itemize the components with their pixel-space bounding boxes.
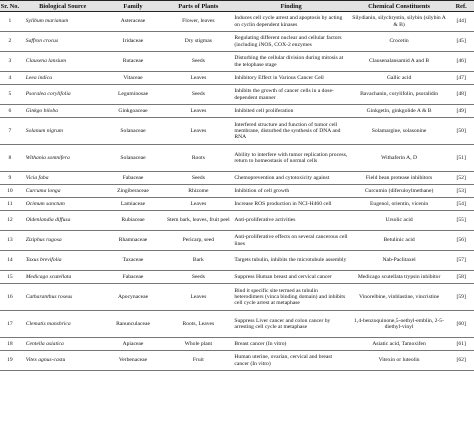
row-finding: Inhibition of cell growth [232, 185, 349, 198]
row-parts-of-plants: Seeds [164, 52, 232, 72]
row-family: Solanaceae [102, 118, 165, 145]
row-biological-source: Leea indica [24, 72, 102, 85]
header-ref: Ref. [448, 1, 474, 12]
row-ref: [46] [448, 52, 474, 72]
row-ref: [52] [448, 172, 474, 185]
row-ref: [61] [448, 338, 474, 351]
row-chemical-constituents: 1,4-benzoquinone,5-oethyl-emblin, 2-5-diethyl-vinyl [350, 311, 448, 338]
row-ref: [44] [448, 12, 474, 32]
row-finding: Regulating different nuclear and cellular factors (including iNOS, COX-2 enzymes [232, 32, 349, 52]
row-chemical-constituents: Bavachanin, corylifolin, psoralidin [350, 85, 448, 105]
row-family: Rutaceae [102, 52, 165, 72]
row-family: Rubiaceae [102, 211, 165, 231]
row-parts-of-plants: Fruit [164, 351, 232, 371]
row-parts-of-plants: Bark [164, 251, 232, 271]
row-chemical-constituents: Curcumin (diferuloylmethane) [350, 185, 448, 198]
row-sr-no: 19 [0, 351, 24, 371]
row-family: Lamiaceae [102, 198, 165, 211]
row-sr-no: 3 [0, 52, 24, 72]
row-parts-of-plants: Rhizome [164, 185, 232, 198]
row-parts-of-plants: Seeds [164, 172, 232, 185]
row-chemical-constituents: Asiatic acid, Tamoxifen [350, 338, 448, 351]
row-sr-no: 10 [0, 185, 24, 198]
row-sr-no: 14 [0, 251, 24, 271]
table-row [0, 85, 474, 105]
row-family: Solanaceae [102, 145, 165, 172]
row-finding: Ability to interfere with tumor replication process, return to homeostasis of normal cells [232, 145, 349, 172]
row-chemical-constituents: Medicago scutellata trypsin inhibitor [350, 271, 448, 284]
header-chemical-constituents: Chemical Constituents [350, 1, 448, 12]
row-sr-no: 5 [0, 85, 24, 105]
row-finding: Suppress Human breast and cervical cancer [232, 271, 349, 284]
row-biological-source: Sylibum marianum [24, 12, 102, 32]
row-parts-of-plants: Seeds [164, 85, 232, 105]
row-ref: [60] [448, 311, 474, 338]
row-chemical-constituents: Eugenol, orientin, vicenin [350, 198, 448, 211]
row-ref: [59] [448, 284, 474, 311]
header-biological-source: Biological Source [24, 1, 102, 12]
row-finding: Induces cell cycle arrest and apoptosis by acting on cyclin dependent kinases [232, 12, 349, 32]
header-parts-of-plants: Parts of Plants [164, 1, 232, 12]
row-biological-source: Saffron crocus [24, 32, 102, 52]
row-parts-of-plants: Seeds [164, 271, 232, 284]
row-family: Zingiberaceae [102, 185, 165, 198]
row-parts-of-plants: Leaves [164, 284, 232, 311]
row-finding: Human uterine, ovarian, cervical and breast cancer (In vitro) [232, 351, 349, 371]
table-row [0, 105, 474, 118]
table-row [0, 72, 474, 85]
row-sr-no: 12 [0, 211, 24, 231]
row-ref: [58] [448, 271, 474, 284]
row-biological-source: Catharanthus roseus [24, 284, 102, 311]
row-parts-of-plants: Leaves [164, 198, 232, 211]
row-parts-of-plants: Dry stigmas [164, 32, 232, 52]
row-family: Taxaceae [102, 251, 165, 271]
row-chemical-constituents: Solamargine, solasonine [350, 118, 448, 145]
row-sr-no: 17 [0, 311, 24, 338]
row-parts-of-plants: Whole plant [164, 338, 232, 351]
table-row [0, 52, 474, 72]
row-sr-no: 6 [0, 105, 24, 118]
row-chemical-constituents: Withaferin A, D [350, 145, 448, 172]
row-ref: [48] [448, 85, 474, 105]
row-chemical-constituents: Nab-Paclitaxel [350, 251, 448, 271]
row-biological-source: Ginkgo biloba [24, 105, 102, 118]
row-family: Ranunculaceae [102, 311, 165, 338]
row-ref: [51] [448, 145, 474, 172]
row-biological-source: Psoralea corylifolia [24, 85, 102, 105]
table-row [0, 284, 474, 311]
row-sr-no: 4 [0, 72, 24, 85]
row-chemical-constituents: Crocetin [350, 32, 448, 52]
table-row [0, 145, 474, 172]
row-family: Verbenaceae [102, 351, 165, 371]
table-row [0, 338, 474, 351]
row-chemical-constituents: Clausenalansamid A and B [350, 52, 448, 72]
row-chemical-constituents: Ginkgetin, ginkgolide A & B [350, 105, 448, 118]
table-row [0, 32, 474, 52]
header-sr-no: Sr. No. [0, 1, 24, 12]
row-family: Apocynaceae [102, 284, 165, 311]
row-ref: [62] [448, 351, 474, 371]
row-ref: [45] [448, 32, 474, 52]
row-finding: Inhibited cell proliferation [232, 105, 349, 118]
row-ref: [54] [448, 198, 474, 211]
table-row [0, 12, 474, 32]
row-ref: [47] [448, 72, 474, 85]
row-ref: [57] [448, 251, 474, 271]
row-family: Leguminosae [102, 85, 165, 105]
row-biological-source: Solanum nigrum [24, 118, 102, 145]
row-family: Ginkgoaceae [102, 105, 165, 118]
row-biological-source: Clematis manshrica [24, 311, 102, 338]
header-finding: Finding [232, 1, 349, 12]
table-row [0, 231, 474, 251]
row-chemical-constituents: Betulinic acid [350, 231, 448, 251]
table-row [0, 311, 474, 338]
row-biological-source: Medicago scutellata [24, 271, 102, 284]
row-finding: Anti-proliferative effects on several cancerous cell lines [232, 231, 349, 251]
row-finding: Suppress Liver cancer and colon cancer by arresting cell cycle at metaphase [232, 311, 349, 338]
table-row [0, 271, 474, 284]
row-family: Rhamnaceae [102, 231, 165, 251]
row-finding: Disturbing the cellular division during mitosis at the telophase stage [232, 52, 349, 72]
table-row [0, 211, 474, 231]
row-biological-source: Centella asiatica [24, 338, 102, 351]
row-chemical-constituents: Ursolic acid [350, 211, 448, 231]
row-chemical-constituents: Field bean protease inhibitors [350, 172, 448, 185]
row-family: Vitaceae [102, 72, 165, 85]
row-finding: Chemoprevention and cytotoxicity against [232, 172, 349, 185]
row-finding: Breast cancer (In vitro) [232, 338, 349, 351]
row-sr-no: 7 [0, 118, 24, 145]
row-biological-source: Taxus brevifolia [24, 251, 102, 271]
row-chemical-constituents: Vinorelbine, vinblastine, vincristine [350, 284, 448, 311]
row-biological-source: Vicia faba [24, 172, 102, 185]
row-sr-no: 18 [0, 338, 24, 351]
row-chemical-constituents: Vitexin or luteolin [350, 351, 448, 371]
row-chemical-constituents: Gallic acid [350, 72, 448, 85]
row-family: Iridaceae [102, 32, 165, 52]
row-biological-source: Ziziphus rugosa [24, 231, 102, 251]
row-sr-no: 9 [0, 172, 24, 185]
row-ref: [55] [448, 211, 474, 231]
table-row [0, 118, 474, 145]
row-parts-of-plants: Stem bark, leaves, fruit peel [164, 211, 232, 231]
row-biological-source: Oldenlandia diffusa [24, 211, 102, 231]
row-sr-no: 1 [0, 12, 24, 32]
header-family: Family [102, 1, 165, 12]
row-finding: Interfered structure and function of tumor cell membrane, disturbed the synthesis of DNA and RNA [232, 118, 349, 145]
row-family: Fabaceae [102, 271, 165, 284]
row-finding: Inhibitory Effect in Various Cancer Cell [232, 72, 349, 85]
row-ref: [50] [448, 118, 474, 145]
table-row [0, 172, 474, 185]
row-finding: Inhibits the growth of cancer cells in a dose-dependent manner [232, 85, 349, 105]
row-sr-no: 8 [0, 145, 24, 172]
table-row [0, 185, 474, 198]
row-biological-source: Ocimum sanctum [24, 198, 102, 211]
row-family: Apiaceae [102, 338, 165, 351]
row-biological-source: Vitex agnus-castu [24, 351, 102, 371]
row-parts-of-plants: Leaves [164, 105, 232, 118]
table-row [0, 198, 474, 211]
table-row [0, 351, 474, 371]
row-parts-of-plants: Leaves [164, 118, 232, 145]
row-biological-source: Withania somnifera [24, 145, 102, 172]
row-finding: Targets tubulin, inhibits the microtubule assembly [232, 251, 349, 271]
row-ref: [53] [448, 185, 474, 198]
row-finding: Increase ROS production in NCI-H460 cell [232, 198, 349, 211]
row-finding: Anti-proliferative activities [232, 211, 349, 231]
row-parts-of-plants: Pericarp, seed [164, 231, 232, 251]
row-chemical-constituents: Silydianin, silychrystin, silybin (silybin A & B) [350, 12, 448, 32]
row-parts-of-plants: Roots, Leaves [164, 311, 232, 338]
row-family: Asteraceae [102, 12, 165, 32]
row-family: Fabaceae [102, 172, 165, 185]
row-finding: Bind it specific site termed as tubulin heterodimers (vinca binding domain) and inhibits cell cycle arrest at metaphase [232, 284, 349, 311]
row-sr-no: 15 [0, 271, 24, 284]
row-ref: [56] [448, 231, 474, 251]
row-parts-of-plants: Flower, leaves [164, 12, 232, 32]
row-biological-source: Clausena lansium [24, 52, 102, 72]
table-row [0, 251, 474, 271]
row-sr-no: 13 [0, 231, 24, 251]
row-ref: [49] [448, 105, 474, 118]
row-parts-of-plants: Leaves [164, 72, 232, 85]
row-biological-source: Curcuma longa [24, 185, 102, 198]
row-sr-no: 16 [0, 284, 24, 311]
row-sr-no: 11 [0, 198, 24, 211]
row-sr-no: 2 [0, 32, 24, 52]
row-parts-of-plants: Roots [164, 145, 232, 172]
table-header-row [0, 1, 474, 12]
